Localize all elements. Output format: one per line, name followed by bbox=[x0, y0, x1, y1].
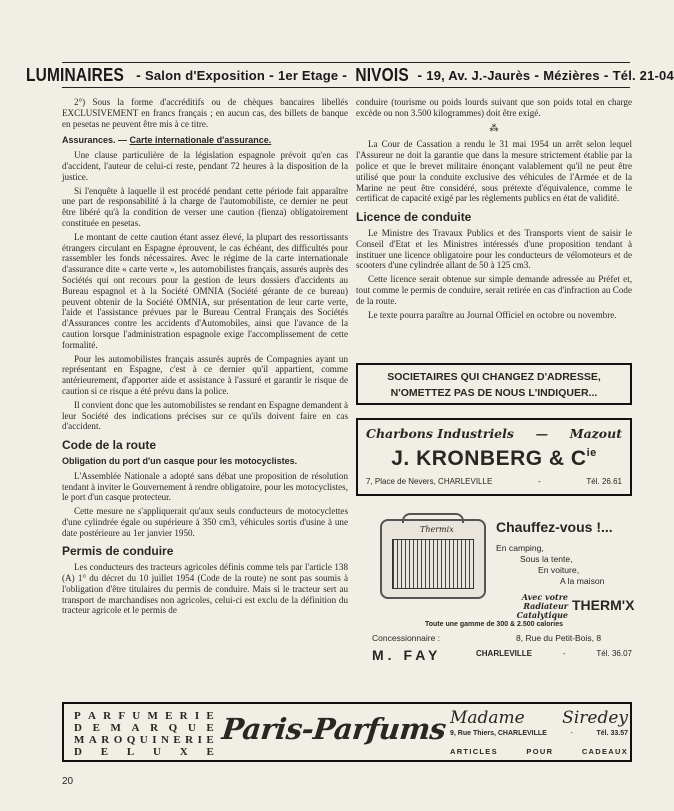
section-heading-permis: Permis de conduire bbox=[62, 544, 174, 559]
ad-line: N'OMETTEZ PAS DE NOUS L'INDIQUER... bbox=[390, 387, 598, 399]
thermx-city: CHARLEVILLE bbox=[476, 649, 532, 658]
thermx-line: Sous la tente, bbox=[520, 554, 573, 564]
kronberg-charbons: Charbons Industriels bbox=[366, 426, 514, 441]
paragraph: Cette licence serait obtenue sur simple demande adressée au Préfet et, tout comme le permis de conduire, serait retirée en cas d'infraction au Code de la route. bbox=[356, 274, 632, 306]
pp-letter: E bbox=[165, 710, 175, 722]
right-column bbox=[356, 97, 632, 323]
paragraph: Pour les automobilistes français assurés auprès de Compagnies ayant un représentant en Espagne, c'est à ce dernier qu'il appartient, comme antérieurement, d'apporter aide et assistance à l'assuré et garantir le risque de caution si ce risque a été prévu dans la police. bbox=[62, 353, 348, 396]
section-heading-licence: Licence de conduite bbox=[356, 210, 472, 225]
pp-letter: U bbox=[187, 722, 198, 734]
ad-line: SOCIETAIRES QUI CHANGEZ D'ADRESSE, bbox=[387, 371, 601, 383]
pp-line-3 bbox=[74, 734, 216, 746]
pp-letter: R bbox=[103, 710, 114, 722]
pp-siredey: Siredey bbox=[562, 708, 628, 728]
header-salon: Salon d'Exposition bbox=[144, 67, 266, 83]
header-etage: 1er Etage bbox=[277, 67, 339, 83]
pp-madame-line bbox=[450, 708, 628, 728]
thermx-line: En voiture, bbox=[538, 565, 580, 575]
pp-letter: U bbox=[139, 734, 150, 746]
asterism: ⁂ bbox=[489, 122, 499, 133]
pp-letter: U bbox=[132, 710, 143, 722]
pp-letter: D bbox=[74, 746, 85, 758]
kronberg-dash: — bbox=[535, 426, 549, 441]
thermx-dash: - bbox=[562, 649, 566, 658]
heading-label: Assurances. — bbox=[62, 135, 128, 146]
thermx-concess-addr: 8, Rue du Petit-Bois, 8 bbox=[516, 633, 602, 643]
thermx-city-line bbox=[476, 649, 632, 658]
thermx-tel: Tél. 36.07 bbox=[596, 649, 632, 658]
section-heading-assurances bbox=[62, 135, 348, 146]
pp-letter: A bbox=[88, 734, 100, 746]
heading-title: Carte internationale d'assurance. bbox=[129, 135, 272, 146]
thermx-gamme: Toute une gamme de 300 & 2.500 calories bbox=[425, 621, 563, 628]
left-column bbox=[62, 97, 348, 619]
pp-letter: E bbox=[206, 734, 216, 746]
header-nivois: NIVOIS bbox=[355, 64, 410, 85]
page-number: 20 bbox=[62, 776, 74, 787]
pp-letter: R bbox=[185, 734, 196, 746]
pp-letter: E bbox=[173, 734, 183, 746]
pp-letter: M bbox=[110, 722, 124, 734]
header-dash-2: - bbox=[269, 67, 274, 83]
thermx-dealer: M. FAY bbox=[372, 647, 442, 663]
heater-illustration bbox=[380, 519, 486, 599]
paragraph: Cette mesure ne s'appliquerait qu'aux seuls conducteurs de motocyclettes d'une cylindrée égale ou supérieure à 350 cm3, véhicules sortis d'usine à une date postérieure au 1er janvier 1950. bbox=[62, 506, 348, 538]
pp-logo-script: Paris-Parfums bbox=[220, 712, 448, 746]
ad-change-address bbox=[356, 363, 632, 405]
pp-letter: E bbox=[206, 722, 216, 734]
pp-letter: U bbox=[152, 746, 164, 758]
pp-letter: R bbox=[101, 734, 112, 746]
pp-article-word: POUR bbox=[526, 747, 554, 756]
pp-articles bbox=[450, 747, 628, 756]
pp-letter: E bbox=[206, 746, 216, 758]
pp-letter: X bbox=[179, 746, 190, 758]
header-dash-6: - bbox=[603, 67, 609, 83]
pp-article-word: ARTICLES bbox=[450, 747, 498, 756]
kronberg-footer bbox=[366, 477, 622, 486]
pp-letter: I bbox=[152, 734, 159, 746]
pp-letter: R bbox=[179, 710, 190, 722]
section-heading-code: Code de la route bbox=[62, 438, 157, 453]
thermx-avec: Avec votre Radiateur Catalytique bbox=[516, 592, 568, 620]
paragraph: Les conducteurs des tracteurs agricoles définis comme tels par l'article 138 (A) 1° du décret du 10 juillet 1954 (Code de la route) ne sont pas soumis à l'obligation d'être titulaires du permis de conduire. Mais si le tracteur sert au transport de marchandises non agricoles, celui-ci est exclu de la définition du tracteur agricole et le permis de bbox=[62, 562, 348, 616]
pp-letter: P bbox=[74, 710, 83, 722]
pp-letter: D bbox=[74, 722, 85, 734]
ad-paris-parfums bbox=[62, 702, 632, 762]
pp-letter: A bbox=[87, 710, 99, 722]
paragraph: Le Ministre des Travaux Publics et des Transports vient de saisir le Conseil d'Etat et les Ministres intéressés d'une proposition tendant à instituer une licence obligatoire pour les conducteurs de vélomoteurs et de scooters d'une cylindrée allant de 50 à 125 cm3. bbox=[356, 227, 632, 271]
paragraph: Le texte pourra paraître au Journal Officiel en octobre ou novembre. bbox=[368, 309, 617, 320]
pp-letter: M bbox=[147, 710, 161, 722]
pp-letter: N bbox=[160, 734, 172, 746]
ad-kronberg bbox=[356, 418, 632, 496]
heater-handle bbox=[402, 513, 464, 523]
kronberg-address: 7, Place de Nevers, CHARLEVILLE bbox=[366, 477, 493, 486]
heater-grille bbox=[392, 539, 474, 589]
pp-letter: E bbox=[100, 746, 111, 758]
paragraph: Si l'enquête à laquelle il est procédé pendant cette période fait apparaître une part de responsabilité à la charge de l'automobiliste, ce dernier ne peut être libéré qu'à la condition de verser une caution (fienza) obligatoirement constituée en pesetas. bbox=[62, 185, 348, 228]
thermx-lines bbox=[496, 543, 630, 587]
thermx-line: A la maison bbox=[560, 576, 605, 586]
pp-letter: F bbox=[118, 710, 128, 722]
header-dash-5: - bbox=[534, 67, 540, 83]
thermx-brand: THERM'X bbox=[572, 597, 635, 613]
kronberg-name-sup: ie bbox=[586, 447, 597, 459]
thermx-line: En camping, bbox=[496, 543, 544, 553]
pp-letter: R bbox=[150, 722, 161, 734]
paragraph: Il convient donc que les automobilistes se rendant en Espagne demandent à leur Société des indications précises sur ce qu'ils doivent faire en cas d'accident. bbox=[62, 399, 348, 432]
paragraph: conduire (tourisme ou poids lourds suivant que son poids total en charge excède ou non 3.500 kilogrammes) doit être exigé. bbox=[356, 97, 632, 118]
header-dash-4: - bbox=[417, 67, 423, 83]
kronberg-name bbox=[366, 447, 622, 471]
pp-letter: E bbox=[92, 722, 103, 734]
pp-article-word: CADEAUX bbox=[581, 747, 628, 756]
pp-line-1 bbox=[74, 710, 216, 722]
header-city: Mézières bbox=[543, 67, 600, 83]
header-banner bbox=[26, 62, 674, 88]
pp-left-block bbox=[74, 710, 216, 758]
ad-thermx bbox=[356, 507, 635, 667]
thermx-concess-label: Concessionnaire : bbox=[372, 633, 441, 643]
pp-address: 9, Rue Thiers, CHARLEVILLE bbox=[450, 730, 547, 737]
pp-letter: L bbox=[126, 746, 137, 758]
paragraph: La Cour de Cassation a rendu le 31 mai 1954 un arrêt selon lequel l'Assureur ne doit la garantie que dans la mesure strictement établie par la police et que le brevet militaire énonçant valablement qu'il ne peut être utilisé que pour la conduite exclusive des véhicules de l'Armée et de la Marine ne peut être considéré, sous prétexte d'équivalence, comme le certificat de capacité exigé par les règlements publics en état de validité. bbox=[356, 139, 632, 204]
pp-letter: I bbox=[197, 734, 205, 746]
pp-line-2 bbox=[74, 722, 216, 734]
pp-letter: Q bbox=[168, 722, 180, 734]
header-address: 19, Av. J.-Jaurès bbox=[426, 67, 531, 83]
paragraph: Une clause particulière de la législation espagnole prévoit qu'en cas d'accident, l'auteur de celui-ci reste, pendant 72 heures à la disposition de la justice. bbox=[62, 150, 348, 182]
heater-brand: Thermix bbox=[420, 525, 454, 534]
header-tel: Tél. 21-04 bbox=[612, 67, 674, 83]
paragraph: 2°) Sous la forme d'accréditifs ou de chèques bancaires libellés EXCLUSIVEMENT en francs français ; en aucun cas, des billets de banque en pesetas ne peuvent être mis à ce titre. bbox=[62, 97, 348, 129]
kronberg-top bbox=[366, 426, 622, 441]
pp-right-block bbox=[450, 708, 628, 756]
subheading-casque: Obligation du port d'un casque pour les motocyclistes. bbox=[62, 455, 298, 466]
kronberg-mazout: Mazout bbox=[569, 426, 622, 441]
header-dash-3: - bbox=[342, 67, 348, 83]
pp-letter: O bbox=[113, 734, 125, 746]
kronberg-dash-2: - bbox=[538, 477, 541, 486]
paragraph: L'Assemblée Nationale a adopté sans débat une proposition de résolution tendant à inviter le Gouvernement à rendre obligatoire, pour les motocyclistes, le port d'un casque protecteur. bbox=[62, 470, 348, 503]
pp-letter: Q bbox=[126, 734, 138, 746]
pp-letter: E bbox=[206, 710, 216, 722]
thermx-headline: Chauffez-vous !... bbox=[496, 519, 613, 535]
pp-letter: I bbox=[194, 710, 202, 722]
pp-letter: M bbox=[74, 734, 87, 746]
pp-madame: Madame bbox=[450, 708, 525, 728]
pp-tel: Tél. 33.57 bbox=[596, 730, 628, 737]
kronberg-tel: Tél. 26.61 bbox=[586, 477, 622, 486]
paragraph: Le montant de cette caution étant assez élevé, la plupart des ressortissants étrangers circulant en Espagne éprouvent, le cas échéant, des difficultés pour rassembler les fonds nécessaires. Avec le régime de la carte internationale d'assurance dite « carte verte », les automobilistes français, assurés auprès des Sociétés qui ont recours pour la gestion de leurs dossiers d'accidents au Bureau espagnol et à la Société OMNIA (Société gérante de ce bureau) peuvent obtenir de la Société OMNIA, sur présentation de leur carte verte, l'aide et l'assistance prévues par le Bureau Central Français des Sociétés d'Assurances contre les accidents d'Automobiles, ainsi que l'avance de la caution lorsque l'administration espagnole exige l'accomplissement de cette formalité. bbox=[62, 231, 348, 350]
header-dash-1: - bbox=[136, 67, 141, 83]
pp-letter: A bbox=[131, 722, 142, 734]
pp-dash: - bbox=[570, 730, 573, 737]
header-luminaires: LUMINAIRES bbox=[26, 64, 125, 85]
pp-line-4 bbox=[74, 746, 216, 758]
pp-address-line bbox=[450, 730, 628, 737]
kronberg-name-text: J. KRONBERG & C bbox=[391, 447, 587, 470]
